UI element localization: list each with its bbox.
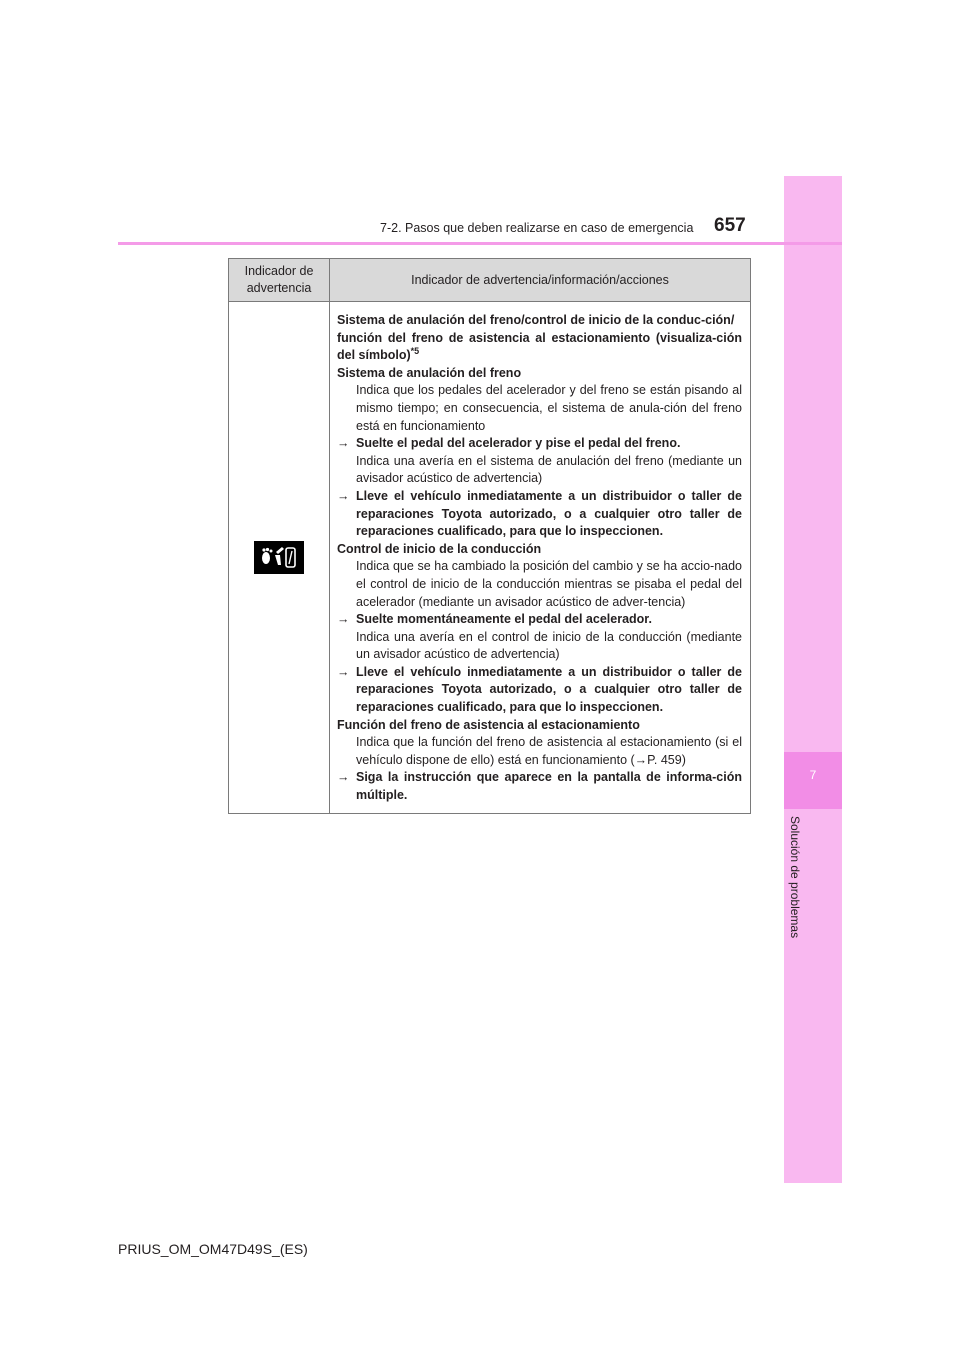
col-header-indicator: Indicador de advertencia bbox=[229, 259, 330, 302]
action-text: Lleve el vehículo inmediatamente a un distribuidor o taller de reparaciones Toyota autorizado, o a cualquier otro taller de reparaciones cualificado, para que lo inspeccionen. bbox=[356, 664, 742, 715]
footnote-mark: *5 bbox=[410, 346, 420, 357]
header-divider bbox=[118, 242, 842, 245]
arrow-icon: → bbox=[337, 488, 350, 503]
drive-start-heading: Control de inicio de la conducción bbox=[337, 541, 542, 556]
arrow-icon: → bbox=[634, 752, 648, 767]
chapter-number: 7 bbox=[809, 768, 817, 782]
page-number: 657 bbox=[714, 215, 746, 236]
drive-start-action1 bbox=[337, 611, 742, 629]
brake-override-desc1: Indica que los pedales del acelerador y del freno se están pisando al mismo tiempo; en consecuencia, el sistema de anula-ción del freno está en funcionamiento bbox=[356, 383, 742, 433]
brake-override-desc2: Indica una avería en el sistema de anulación del freno (mediante un avisador acústico de advertencia) bbox=[356, 453, 742, 486]
brake-override-action1 bbox=[337, 435, 742, 453]
drive-start-action2 bbox=[337, 664, 742, 717]
parking-brake-assist-action1 bbox=[337, 769, 742, 804]
action-text: Suelte el pedal del acelerador y pise el pedal del freno. bbox=[356, 436, 681, 451]
entry-title bbox=[337, 312, 742, 365]
parking-brake-assist-heading: Función del freno de asistencia al estacionamiento bbox=[337, 717, 640, 732]
document-code: PRIUS_OM_OM47D49S_(ES) bbox=[118, 1241, 308, 1257]
brake-override-foot-pedal-icon bbox=[254, 541, 304, 574]
warning-indicator-table bbox=[228, 258, 751, 814]
chapter-label: Solución de problemas bbox=[788, 816, 802, 939]
desc-text-end: ) bbox=[681, 752, 686, 767]
action-text: Siga la instrucción que aparece en la pantalla de informa-ción múltiple. bbox=[356, 770, 742, 803]
entry-title-line1: Sistema de anulación del freno/control de inicio de la conduc-ción/ bbox=[337, 313, 735, 327]
drive-start-desc2: Indica una avería en el control de inicio de la conducción (mediante un avisador acústico de advertencia) bbox=[356, 629, 742, 662]
col-header-description: Indicador de advertencia/información/acciones bbox=[330, 259, 751, 302]
action-text: Suelte momentáneamente el pedal del acelerador. bbox=[356, 612, 652, 627]
entry-title-line2: función del freno de asistencia al estacionamiento (visualiza-ción del símbolo) bbox=[337, 330, 742, 363]
table-header-row bbox=[229, 259, 751, 302]
desc-text: Indica que la función del freno de asistencia al estacionamiento (si el vehículo dispone de ello) está en funcionamiento ( bbox=[356, 735, 742, 767]
arrow-icon: → bbox=[337, 612, 350, 627]
brake-override-heading: Sistema de anulación del freno bbox=[337, 365, 522, 380]
drive-start-desc1: Indica que se ha cambiado la posición del cambio y se ha accio-nado el control de inicio de la conducción mientras se pisaba el pedal del acelerador (mediante un avisador acústico de adver-tencia) bbox=[356, 559, 742, 609]
parking-brake-assist-desc1 bbox=[337, 734, 742, 769]
page-reference-link[interactable]: P. 459 bbox=[647, 752, 682, 767]
arrow-icon: → bbox=[337, 770, 350, 785]
indicator-cell bbox=[229, 302, 330, 814]
action-text: Lleve el vehículo inmediatamente a un distribuidor o taller de reparaciones Toyota autorizado, o a cualquier otro taller de reparaciones cualificado, para que lo inspeccionen. bbox=[356, 488, 742, 539]
arrow-icon: → bbox=[337, 436, 350, 451]
section-title: 7-2. Pasos que deben realizarse en caso de emergencia bbox=[380, 221, 694, 235]
chapter-side-tab bbox=[784, 176, 842, 1183]
description-cell bbox=[330, 302, 751, 814]
table-row bbox=[229, 302, 751, 814]
arrow-icon: → bbox=[337, 664, 350, 679]
brake-override-action2 bbox=[337, 488, 742, 541]
